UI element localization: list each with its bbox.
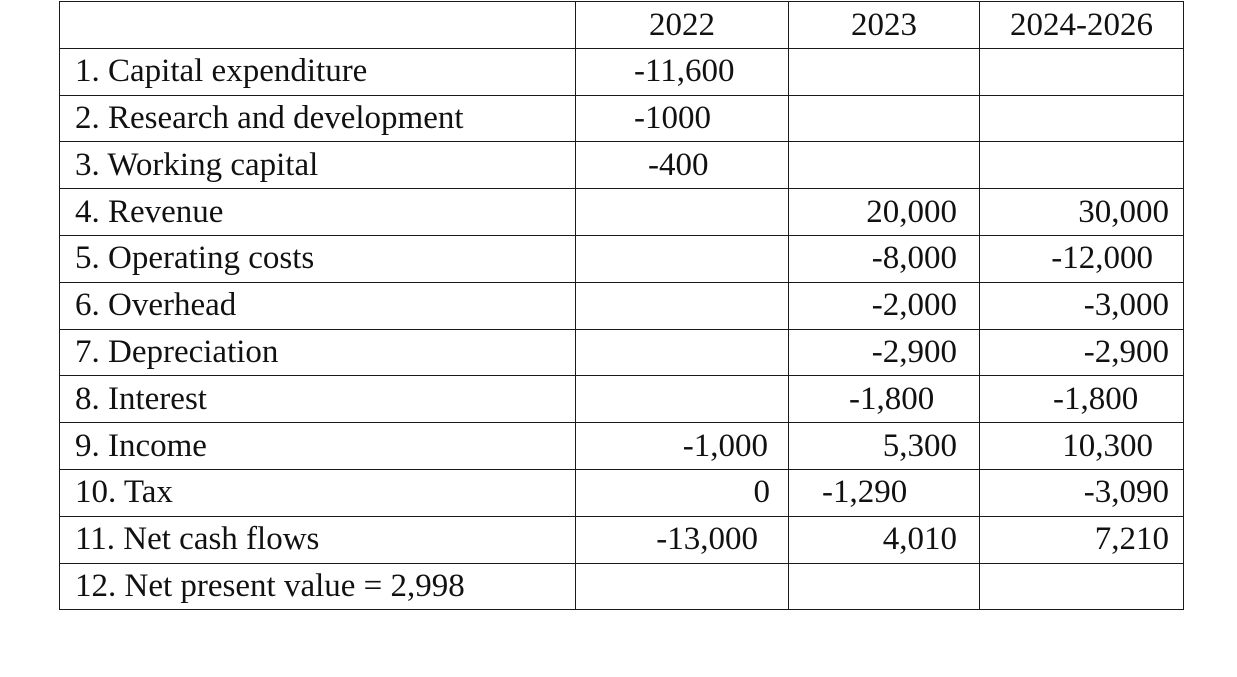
cell-2022 — [576, 376, 789, 423]
cell-2023 — [789, 142, 980, 189]
table-row — [60, 48, 1184, 95]
table-row — [60, 376, 1184, 423]
table-row — [60, 329, 1184, 376]
row-label: 12. Net present value = 2,998 — [60, 563, 576, 610]
cell-2022: 0 — [576, 469, 789, 516]
table-row — [60, 469, 1184, 516]
cell-2022: -13,000 — [576, 516, 789, 563]
header-2023: 2023 — [789, 2, 980, 49]
cell-2024-2026 — [980, 563, 1184, 610]
table-row — [60, 95, 1184, 142]
cell-2022: -400 — [576, 142, 789, 189]
row-label: 11. Net cash flows — [60, 516, 576, 563]
cell-2023 — [789, 48, 980, 95]
cell-2024-2026: -12,000 — [980, 235, 1184, 282]
cell-2022 — [576, 563, 789, 610]
row-label: 7. Depreciation — [60, 329, 576, 376]
cell-2023: 5,300 — [789, 423, 980, 470]
row-label: 10. Tax — [60, 469, 576, 516]
header-blank — [60, 2, 576, 49]
row-label: 3. Working capital — [60, 142, 576, 189]
cell-2023 — [789, 563, 980, 610]
row-label: 2. Research and development — [60, 95, 576, 142]
cell-2022 — [576, 329, 789, 376]
row-label: 5. Operating costs — [60, 235, 576, 282]
row-label: 6. Overhead — [60, 282, 576, 329]
cell-2024-2026 — [980, 48, 1184, 95]
cell-2022 — [576, 282, 789, 329]
table-row — [60, 282, 1184, 329]
cell-2023: -1,800 — [789, 376, 980, 423]
table-row — [60, 516, 1184, 563]
table-row — [60, 235, 1184, 282]
table-row-npv — [60, 563, 1184, 610]
cell-2024-2026 — [980, 142, 1184, 189]
cash-flow-table — [59, 1, 1184, 610]
cell-2024-2026: -2,900 — [980, 329, 1184, 376]
table-row — [60, 423, 1184, 470]
cell-2023: -2,900 — [789, 329, 980, 376]
table-header-row — [60, 2, 1184, 49]
cell-2024-2026: -3,090 — [980, 469, 1184, 516]
cell-2022 — [576, 189, 789, 236]
cell-2023 — [789, 95, 980, 142]
header-2022: 2022 — [576, 2, 789, 49]
table-row — [60, 142, 1184, 189]
cell-2024-2026: -1,800 — [980, 376, 1184, 423]
cell-2023: 4,010 — [789, 516, 980, 563]
row-label: 8. Interest — [60, 376, 576, 423]
cell-2022 — [576, 235, 789, 282]
cell-2023: -2,000 — [789, 282, 980, 329]
cell-2024-2026 — [980, 95, 1184, 142]
cell-2022: -1,000 — [576, 423, 789, 470]
row-label: 1. Capital expenditure — [60, 48, 576, 95]
cell-2023: 20,000 — [789, 189, 980, 236]
cell-2024-2026: -3,000 — [980, 282, 1184, 329]
cell-2024-2026: 7,210 — [980, 516, 1184, 563]
cell-2024-2026: 30,000 — [980, 189, 1184, 236]
header-2024-2026: 2024-2026 — [980, 2, 1184, 49]
row-label: 9. Income — [60, 423, 576, 470]
cell-2023: -1,290 — [789, 469, 980, 516]
cell-2022: -11,600 — [576, 48, 789, 95]
cell-2024-2026: 10,300 — [980, 423, 1184, 470]
cell-2023: -8,000 — [789, 235, 980, 282]
row-label: 4. Revenue — [60, 189, 576, 236]
cell-2022: -1000 — [576, 95, 789, 142]
table-row — [60, 189, 1184, 236]
